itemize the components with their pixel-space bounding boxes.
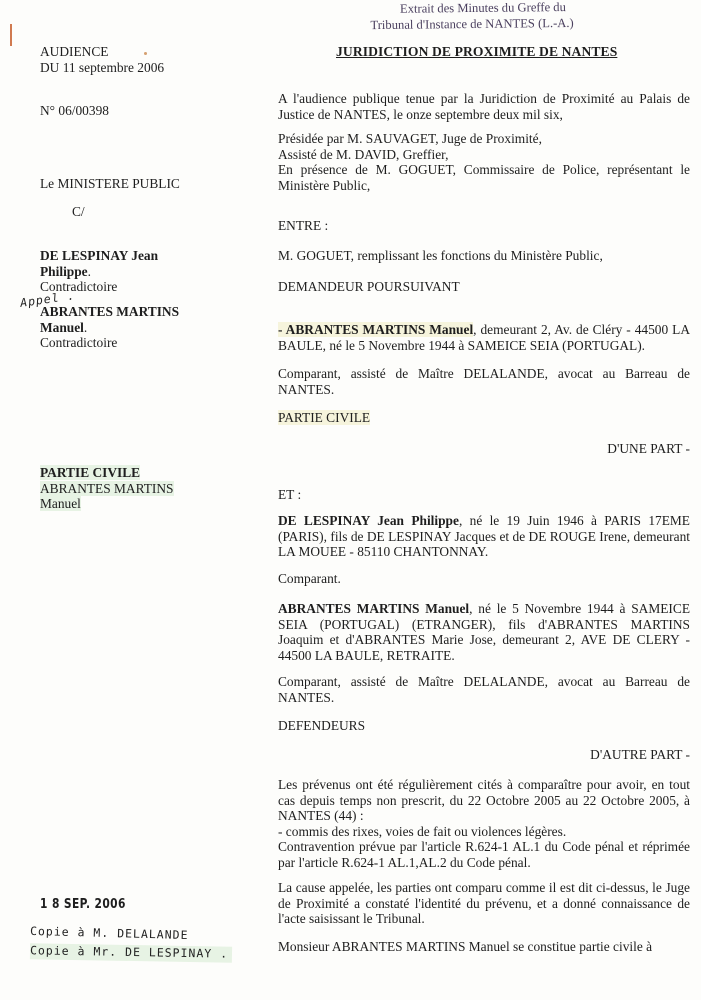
case-number: N° 06/00398 <box>40 103 109 118</box>
charge-line-1: - commis des rixes, voies de fait ou violences légères. <box>278 823 567 839</box>
lespinay-name: DE LESPINAY Jean Philippe <box>278 513 459 528</box>
audience-date: DU 11 septembre 2006 <box>40 59 165 75</box>
hearing-paragraph <box>278 91 690 122</box>
goguet-line: M. GOGUET, remplissant les fonctions du Ministère Public, <box>278 248 603 263</box>
lespinay-paragraph <box>278 513 690 560</box>
presidee-line: Présidée par M. SAUVAGET, Juge de Proximité, <box>278 131 542 146</box>
partie-civile-name-a: ABRANTES MARTINS <box>40 480 174 496</box>
abrantes-name-2: ABRANTES MARTINS Manuel <box>278 601 470 616</box>
copy-note-2: Copie à Mr. DE LESPINAY . <box>30 943 232 962</box>
partie-civile-name-b: Manuel <box>40 496 81 511</box>
partie-civile-block <box>40 465 245 512</box>
presence-line: En présence de M. GOGUET, Commissaire de Police, représentant le Ministère Public, <box>278 162 690 193</box>
date-stamp: 1 8 SEP. 2006 <box>40 897 126 912</box>
page-title: JURIDICTION DE PROXIMITE DE NANTES <box>336 44 618 59</box>
entre-label: ENTRE : <box>278 218 329 233</box>
abrantes-defendeur-paragraph <box>278 601 690 663</box>
une-part-label: D'UNE PART - <box>607 441 690 456</box>
audience-block <box>40 44 245 75</box>
registry-stamp <box>352 0 592 33</box>
copy-note-1: Copie à M. DELALANDE <box>29 923 189 943</box>
appel-handwritten-note: Appel . <box>19 288 77 310</box>
party1-block: DE LESPINAY Jean Philippe. Contradictoire <box>40 248 245 295</box>
party2-name-b: Manuel <box>40 319 84 335</box>
et-label: ET : <box>278 487 302 502</box>
partie-civile-right-wrap <box>278 410 690 426</box>
defendeurs-label: DEFENDEURS <box>278 718 366 733</box>
abrantes-name-1: - ABRANTES MARTINS Manuel <box>278 322 474 337</box>
party1-status: Contradictoire <box>40 279 118 294</box>
lespinay-details: , né le 19 Juin 1946 à PARIS 17EME (PARIS), fils de DE LESPINAY Jacques et de DE ROUGE Irene, demeurant LA MOUEE - 85110 CHANTONNAY. <box>278 513 690 559</box>
comparant-paragraph-2: Comparant. <box>278 571 341 586</box>
prevenus-text: Les prévenus ont été régulièrement cités à comparaître pour avoir, en tout cas depuis temps non prescrit, du 22 Octobre 2005 au 22 Octobre 2005, à NANTES (44) : <box>278 777 690 823</box>
party2-name-a: ABRANTES MARTINS <box>40 304 180 319</box>
comparant-paragraph-1: Comparant, assisté de Maître DELALANDE, avocat au Barreau de NANTES. <box>278 366 690 397</box>
hearing-text: A l'audience publique tenue par la Juridiction de Proximité au Palais de Justice de NANTES, le onze septembre deux mil six, <box>278 91 690 122</box>
party1-name-a: DE LESPINAY Jean <box>40 248 159 263</box>
abrantes-demandeur-paragraph <box>278 322 690 353</box>
cause-paragraph: La cause appelée, les parties ont comparu comme il est dit ci-dessus, le Juge de Proximité a constaté l'identité du prévenu, et a donné connaissance de l'acte saisissant le Tribunal. <box>278 880 690 926</box>
charge-line-2: Contravention prévue par l'article R.624-1 AL.1 du Code pénal et réprimée par l'article R.624-1 AL.1,AL.2 du Code pénal. <box>278 839 690 870</box>
autre-part-label: D'AUTRE PART - <box>590 747 690 762</box>
party2-status: Contradictoire <box>40 335 118 350</box>
abrantes-details-1: , demeurant 2, Av. de Cléry - 44500 LA BAULE, né le 5 Novembre 1944 à SAMEICE SEIA (PORTUGAL). <box>278 322 690 353</box>
demandeur-label: DEMANDEUR POURSUIVANT <box>278 279 460 294</box>
partie-civile-label-left: PARTIE CIVILE <box>40 465 141 480</box>
abrantes-details-2: , né le 5 Novembre 1944 à SAMEICE SEIA (PORTUGAL) (ETRANGER), fils d'ABRANTES MARTINS Joaquim et d'ABRANTES Marie Jose, demeurant 2, AVE DE CLERY - 44500 LA BAULE, RETRAITE. <box>278 601 691 663</box>
partie-civile-right: PARTIE CIVILE <box>278 410 371 425</box>
party2-block: ABRANTES MARTINS Manuel. Contradictoire <box>40 304 245 351</box>
last-line: Monsieur ABRANTES MARTINS Manuel se constitue partie civile à <box>278 939 653 954</box>
assiste-line: Assisté de M. DAVID, Greffier, <box>278 146 449 162</box>
stamp-line-1: Extrait des Minutes du Greffe du <box>399 0 566 16</box>
party1-name-b: Philippe <box>40 263 88 279</box>
composition-block <box>278 131 690 193</box>
contre-label: C/ <box>72 204 85 219</box>
audience-label: AUDIENCE <box>40 44 109 59</box>
comparant-paragraph-3: Comparant, assisté de Maître DELALANDE, avocat au Barreau de NANTES. <box>278 674 690 705</box>
prevenus-paragraph <box>278 777 690 870</box>
stamp-line-2: Tribunal d'Instance de NANTES (L.-A.) <box>370 15 574 33</box>
ministere-public: Le MINISTERE PUBLIC <box>40 176 180 191</box>
margin-ink-mark <box>10 24 12 46</box>
